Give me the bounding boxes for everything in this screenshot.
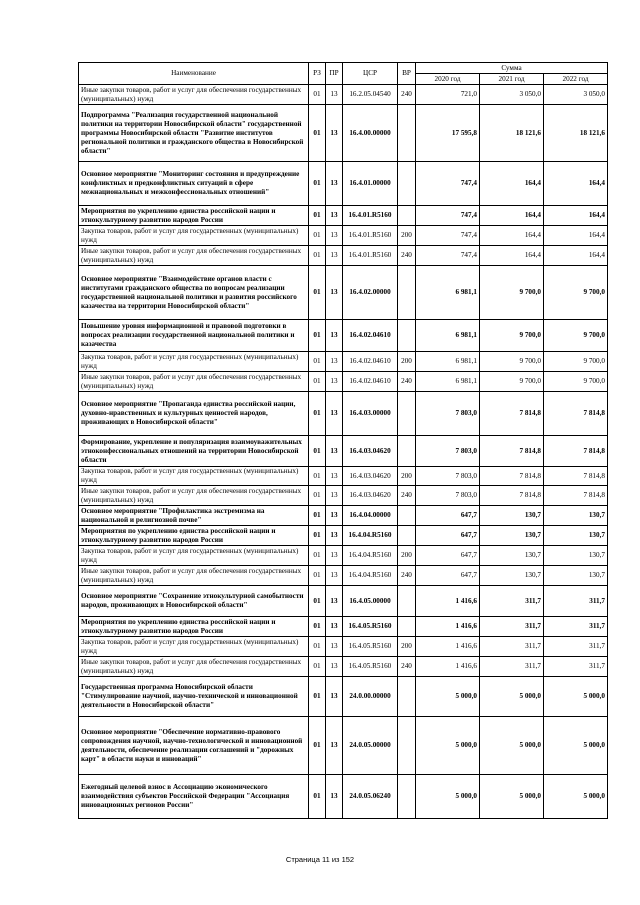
cell-2020: 17 595,8 xyxy=(416,105,480,162)
table-row xyxy=(79,266,608,320)
cell-2021: 5 000,0 xyxy=(480,677,544,717)
cell-2022: 9 700,0 xyxy=(544,352,608,372)
cell-pr: 13 xyxy=(326,162,343,206)
cell-name: Закупка товаров, работ и услуг для государственных (муниципальных) нужд xyxy=(79,352,309,372)
table-row xyxy=(79,436,608,467)
cell-csr: 16.4.05.R5160 xyxy=(343,657,398,677)
cell-2022: 311,7 xyxy=(544,617,608,637)
cell-2022: 18 121,6 xyxy=(544,105,608,162)
cell-2022: 130,7 xyxy=(544,546,608,566)
cell-pr: 13 xyxy=(326,566,343,586)
cell-rz: 01 xyxy=(309,717,326,775)
cell-name: Иные закупки товаров, работ и услуг для обеспечения государственных (муниципальных) нужд xyxy=(79,657,309,677)
cell-csr: 16.4.03.00000 xyxy=(343,392,398,436)
cell-2020: 5 000,0 xyxy=(416,677,480,717)
cell-name: Формирование, укрепление и популяризация взаимоуважительных этноконфессиональных отношений на территории Новосибирской области xyxy=(79,436,309,467)
cell-rz: 01 xyxy=(309,617,326,637)
cell-csr: 16.4.04.00000 xyxy=(343,506,398,526)
cell-2020: 747,4 xyxy=(416,246,480,266)
cell-2021: 311,7 xyxy=(480,637,544,657)
cell-2020: 6 981,1 xyxy=(416,352,480,372)
cell-csr: 16.4.02.04610 xyxy=(343,352,398,372)
header-csr: ЦСР xyxy=(343,63,398,85)
cell-pr: 13 xyxy=(326,586,343,617)
cell-2020: 7 803,0 xyxy=(416,486,480,506)
cell-rz: 01 xyxy=(309,266,326,320)
cell-csr: 16.4.03.04620 xyxy=(343,486,398,506)
cell-2022: 7 814,8 xyxy=(544,486,608,506)
table-row xyxy=(79,85,608,105)
cell-2021: 311,7 xyxy=(480,617,544,637)
cell-2020: 1 416,6 xyxy=(416,586,480,617)
header-pr: ПР xyxy=(326,63,343,85)
cell-name: Мероприятия по укреплению единства российской нации и этнокультурному развитию народов России xyxy=(79,526,309,546)
cell-vr xyxy=(398,677,416,717)
cell-rz: 01 xyxy=(309,775,326,819)
page-number: Страница 11 из 152 xyxy=(285,855,355,864)
cell-2022: 130,7 xyxy=(544,526,608,546)
cell-2022: 311,7 xyxy=(544,657,608,677)
cell-2020: 7 803,0 xyxy=(416,436,480,467)
cell-rz: 01 xyxy=(309,586,326,617)
cell-2020: 1 416,6 xyxy=(416,657,480,677)
cell-vr: 200 xyxy=(398,352,416,372)
cell-vr: 240 xyxy=(398,566,416,586)
cell-csr: 16.4.02.00000 xyxy=(343,266,398,320)
table-row xyxy=(79,775,608,819)
cell-vr xyxy=(398,162,416,206)
cell-2021: 130,7 xyxy=(480,566,544,586)
cell-2021: 7 814,8 xyxy=(480,436,544,467)
header-sum: Сумма xyxy=(416,63,608,74)
cell-rz: 01 xyxy=(309,486,326,506)
cell-pr: 13 xyxy=(326,717,343,775)
cell-rz: 01 xyxy=(309,526,326,546)
table-row xyxy=(79,486,608,506)
cell-csr: 16.4.03.04620 xyxy=(343,436,398,467)
cell-pr: 13 xyxy=(326,352,343,372)
cell-csr: 24.0.05.06240 xyxy=(343,775,398,819)
cell-vr xyxy=(398,617,416,637)
cell-2021: 5 000,0 xyxy=(480,775,544,819)
budget-table xyxy=(78,62,608,819)
cell-vr xyxy=(398,436,416,467)
cell-2022: 130,7 xyxy=(544,506,608,526)
cell-rz: 01 xyxy=(309,436,326,467)
cell-2021: 7 814,8 xyxy=(480,486,544,506)
cell-csr: 24.0.05.00000 xyxy=(343,717,398,775)
cell-csr: 16.4.05.00000 xyxy=(343,586,398,617)
cell-2022: 7 814,8 xyxy=(544,467,608,486)
cell-vr xyxy=(398,506,416,526)
header-2022: 2022 год xyxy=(544,74,608,85)
cell-rz: 01 xyxy=(309,566,326,586)
cell-2021: 164,4 xyxy=(480,162,544,206)
cell-name: Государственная программа Новосибирской области "Стимулирование научной, научно-технической и инновационной деятельности в Новосибирской области" xyxy=(79,677,309,717)
cell-2022: 7 814,8 xyxy=(544,436,608,467)
cell-2021: 9 700,0 xyxy=(480,372,544,392)
table-row xyxy=(79,637,608,657)
cell-pr: 13 xyxy=(326,506,343,526)
cell-2022: 9 700,0 xyxy=(544,372,608,392)
table-row xyxy=(79,677,608,717)
cell-2022: 311,7 xyxy=(544,586,608,617)
table-row xyxy=(79,352,608,372)
cell-2022: 164,4 xyxy=(544,206,608,226)
cell-2022: 5 000,0 xyxy=(544,775,608,819)
cell-2022: 5 000,0 xyxy=(544,717,608,775)
table-row xyxy=(79,546,608,566)
cell-2022: 130,7 xyxy=(544,566,608,586)
cell-csr: 16.4.02.04610 xyxy=(343,320,398,352)
cell-2020: 5 000,0 xyxy=(416,717,480,775)
cell-vr xyxy=(398,105,416,162)
cell-rz: 01 xyxy=(309,85,326,105)
cell-rz: 01 xyxy=(309,105,326,162)
cell-csr: 16.4.01.00000 xyxy=(343,162,398,206)
cell-name: Иные закупки товаров, работ и услуг для обеспечения государственных (муниципальных) нужд xyxy=(79,566,309,586)
cell-2020: 7 803,0 xyxy=(416,467,480,486)
cell-name: Основное мероприятие "Профилактика экстремизма на национальной и религиозной почве" xyxy=(79,506,309,526)
cell-pr: 13 xyxy=(326,206,343,226)
cell-name: Ежегодный целевой взнос в Ассоциацию экономического взаимодействия субъектов Российской Федерации "Ассоциация инновационных регионов России" xyxy=(79,775,309,819)
cell-2021: 9 700,0 xyxy=(480,320,544,352)
table-row xyxy=(79,320,608,352)
cell-csr: 16.4.01.R5160 xyxy=(343,206,398,226)
cell-name: Мероприятия по укреплению единства российской нации и этнокультурному развитию народов России xyxy=(79,206,309,226)
cell-pr: 13 xyxy=(326,775,343,819)
cell-2022: 7 814,8 xyxy=(544,392,608,436)
cell-pr: 13 xyxy=(326,467,343,486)
cell-vr: 240 xyxy=(398,486,416,506)
cell-rz: 01 xyxy=(309,352,326,372)
cell-2021: 130,7 xyxy=(480,526,544,546)
cell-pr: 13 xyxy=(326,436,343,467)
header-2021: 2021 год xyxy=(480,74,544,85)
cell-name: Основное мероприятие "Обеспечение нормативно-правового сопровождения научной, научно-технологической и инновационной деятельности, обеспечение реализации соглашений и "дорожных карт" в области науки и инноваций" xyxy=(79,717,309,775)
cell-csr: 24.0.00.00000 xyxy=(343,677,398,717)
cell-csr: 16.4.04.R5160 xyxy=(343,546,398,566)
header-2020: 2020 год xyxy=(416,74,480,85)
cell-2021: 164,4 xyxy=(480,246,544,266)
cell-vr: 200 xyxy=(398,467,416,486)
table-row xyxy=(79,586,608,617)
table-row xyxy=(79,657,608,677)
cell-pr: 13 xyxy=(326,85,343,105)
cell-csr: 16.4.02.04610 xyxy=(343,372,398,392)
cell-rz: 01 xyxy=(309,637,326,657)
cell-csr: 16.4.03.04620 xyxy=(343,467,398,486)
cell-2022: 164,4 xyxy=(544,246,608,266)
table-row xyxy=(79,467,608,486)
cell-2020: 6 981,1 xyxy=(416,266,480,320)
cell-vr: 240 xyxy=(398,372,416,392)
cell-csr: 16.4.04.R5160 xyxy=(343,566,398,586)
table-row xyxy=(79,105,608,162)
cell-2022: 3 050,0 xyxy=(544,85,608,105)
cell-2020: 747,4 xyxy=(416,226,480,246)
cell-name: Повышение уровня информационной и правовой подготовки в вопросах реализации государственной национальной политики и казачества xyxy=(79,320,309,352)
cell-csr: 16.4.00.00000 xyxy=(343,105,398,162)
cell-pr: 13 xyxy=(326,105,343,162)
cell-rz: 01 xyxy=(309,226,326,246)
cell-name: Основное мероприятие "Мониторинг состояния и предупреждение конфликтных и предконфликтных ситуаций в сфере межнациональных и межконфессиональных отношений" xyxy=(79,162,309,206)
cell-2020: 1 416,6 xyxy=(416,637,480,657)
cell-2021: 311,7 xyxy=(480,586,544,617)
cell-csr: 16.4.01.R5160 xyxy=(343,226,398,246)
cell-name: Основное мероприятие "Пропаганда единства российской нации, духовно-нравственных и культурных ценностей народов, проживающих в Новосибирской области" xyxy=(79,392,309,436)
cell-csr: 16.4.01.R5160 xyxy=(343,246,398,266)
cell-name: Закупка товаров, работ и услуг для государственных (муниципальных) нужд xyxy=(79,546,309,566)
cell-2020: 647,7 xyxy=(416,546,480,566)
cell-vr xyxy=(398,392,416,436)
cell-rz: 01 xyxy=(309,467,326,486)
cell-rz: 01 xyxy=(309,677,326,717)
cell-name: Иные закупки товаров, работ и услуг для обеспечения государственных (муниципальных) нужд xyxy=(79,246,309,266)
cell-rz: 01 xyxy=(309,320,326,352)
cell-2021: 130,7 xyxy=(480,546,544,566)
header-vr: ВР xyxy=(398,63,416,85)
cell-2020: 7 803,0 xyxy=(416,392,480,436)
cell-csr: 16.4.04.R5160 xyxy=(343,526,398,546)
table-row xyxy=(79,506,608,526)
cell-pr: 13 xyxy=(326,372,343,392)
cell-2020: 747,4 xyxy=(416,162,480,206)
cell-2020: 747,4 xyxy=(416,206,480,226)
table-row xyxy=(79,372,608,392)
cell-vr xyxy=(398,775,416,819)
cell-vr: 240 xyxy=(398,85,416,105)
cell-pr: 13 xyxy=(326,246,343,266)
cell-2020: 6 981,1 xyxy=(416,320,480,352)
cell-2021: 3 050,0 xyxy=(480,85,544,105)
cell-csr: 16.2.05.04540 xyxy=(343,85,398,105)
cell-pr: 13 xyxy=(326,266,343,320)
cell-vr: 200 xyxy=(398,226,416,246)
cell-2022: 311,7 xyxy=(544,637,608,657)
cell-name: Закупка товаров, работ и услуг для государственных (муниципальных) нужд xyxy=(79,467,309,486)
cell-2020: 647,7 xyxy=(416,566,480,586)
table-row xyxy=(79,162,608,206)
cell-name: Подпрограмма "Реализация государственной национальной политики на территории Новосибирской области" государственной программы Новосибирской области "Развитие институтов региональной политики и гражданского общества в Новосибирской области" xyxy=(79,105,309,162)
cell-vr xyxy=(398,717,416,775)
table-header xyxy=(79,63,608,85)
cell-2021: 130,7 xyxy=(480,506,544,526)
cell-rz: 01 xyxy=(309,372,326,392)
cell-2020: 6 981,1 xyxy=(416,372,480,392)
cell-pr: 13 xyxy=(326,526,343,546)
cell-2021: 7 814,8 xyxy=(480,392,544,436)
table-row xyxy=(79,526,608,546)
cell-vr: 200 xyxy=(398,637,416,657)
cell-pr: 13 xyxy=(326,657,343,677)
cell-pr: 13 xyxy=(326,486,343,506)
cell-vr xyxy=(398,206,416,226)
cell-vr xyxy=(398,266,416,320)
table-body xyxy=(79,85,608,819)
cell-2021: 5 000,0 xyxy=(480,717,544,775)
cell-pr: 13 xyxy=(326,677,343,717)
table-row xyxy=(79,392,608,436)
table-row xyxy=(79,226,608,246)
cell-2020: 1 416,6 xyxy=(416,617,480,637)
cell-csr: 16.4.05.R5160 xyxy=(343,617,398,637)
cell-2022: 9 700,0 xyxy=(544,320,608,352)
table-row xyxy=(79,206,608,226)
header-name: Наименование xyxy=(79,63,309,85)
cell-name: Закупка товаров, работ и услуг для государственных (муниципальных) нужд xyxy=(79,226,309,246)
cell-pr: 13 xyxy=(326,637,343,657)
cell-2022: 164,4 xyxy=(544,162,608,206)
cell-name: Иные закупки товаров, работ и услуг для обеспечения государственных (муниципальных) нужд xyxy=(79,486,309,506)
cell-2020: 647,7 xyxy=(416,506,480,526)
table-row xyxy=(79,246,608,266)
cell-2021: 7 814,8 xyxy=(480,467,544,486)
cell-2022: 9 700,0 xyxy=(544,266,608,320)
cell-2022: 5 000,0 xyxy=(544,677,608,717)
table-row xyxy=(79,617,608,637)
cell-rz: 01 xyxy=(309,392,326,436)
table-row xyxy=(79,717,608,775)
cell-rz: 01 xyxy=(309,506,326,526)
cell-name: Иные закупки товаров, работ и услуг для обеспечения государственных (муниципальных) нужд xyxy=(79,85,309,105)
cell-2021: 164,4 xyxy=(480,206,544,226)
cell-rz: 01 xyxy=(309,546,326,566)
cell-2020: 647,7 xyxy=(416,526,480,546)
table-row xyxy=(79,566,608,586)
cell-pr: 13 xyxy=(326,546,343,566)
header-rz: РЗ xyxy=(309,63,326,85)
cell-vr: 240 xyxy=(398,657,416,677)
cell-vr: 200 xyxy=(398,546,416,566)
cell-name: Основное мероприятие "Сохранение этнокультурной самобытности народов, проживающих в Новосибирской области" xyxy=(79,586,309,617)
cell-name: Закупка товаров, работ и услуг для государственных (муниципальных) нужд xyxy=(79,637,309,657)
cell-vr: 240 xyxy=(398,246,416,266)
cell-2021: 9 700,0 xyxy=(480,352,544,372)
cell-vr xyxy=(398,586,416,617)
cell-rz: 01 xyxy=(309,246,326,266)
cell-rz: 01 xyxy=(309,206,326,226)
cell-pr: 13 xyxy=(326,617,343,637)
cell-csr: 16.4.05.R5160 xyxy=(343,637,398,657)
cell-rz: 01 xyxy=(309,162,326,206)
cell-pr: 13 xyxy=(326,226,343,246)
cell-name: Иные закупки товаров, работ и услуг для обеспечения государственных (муниципальных) нужд xyxy=(79,372,309,392)
cell-2021: 164,4 xyxy=(480,226,544,246)
cell-2022: 164,4 xyxy=(544,226,608,246)
cell-2021: 18 121,6 xyxy=(480,105,544,162)
cell-pr: 13 xyxy=(326,392,343,436)
cell-2021: 9 700,0 xyxy=(480,266,544,320)
cell-name: Мероприятия по укреплению единства российской нации и этнокультурному развитию народов России xyxy=(79,617,309,637)
cell-rz: 01 xyxy=(309,657,326,677)
cell-2020: 721,0 xyxy=(416,85,480,105)
cell-vr xyxy=(398,526,416,546)
cell-2020: 5 000,0 xyxy=(416,775,480,819)
cell-pr: 13 xyxy=(326,320,343,352)
cell-2021: 311,7 xyxy=(480,657,544,677)
cell-name: Основное мероприятие "Взаимодействие органов власти с институтами гражданского общества по вопросам реализации государственной национальной политики и развития российского казачества на территории Новосибирской области" xyxy=(79,266,309,320)
cell-vr xyxy=(398,320,416,352)
